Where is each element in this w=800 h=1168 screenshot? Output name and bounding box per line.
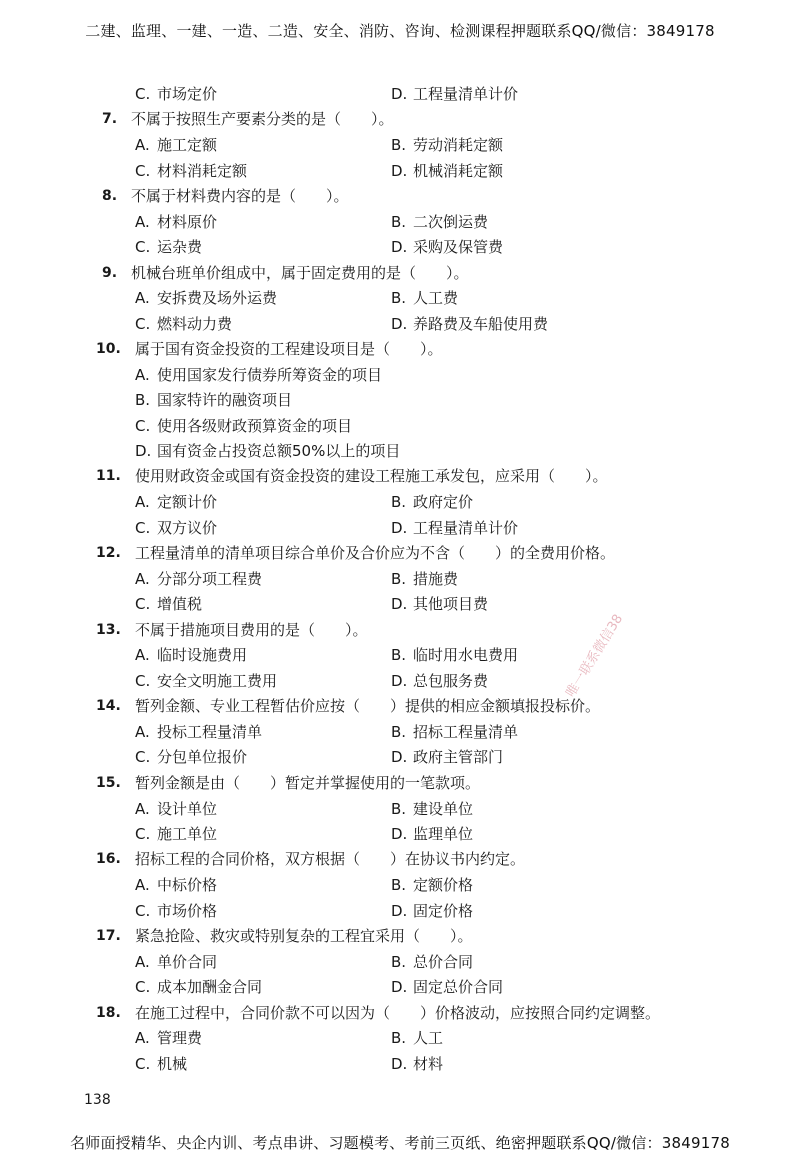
option-letter: C. [135, 1054, 151, 1073]
option-text: 施工定额 [157, 136, 218, 155]
option-text: 总价合同 [413, 952, 474, 971]
option-text: 固定总价合同 [413, 978, 504, 997]
option-letter: C. [135, 748, 151, 767]
question-stem [0, 464, 800, 490]
option-row [0, 363, 800, 388]
option-text: 施工单位 [157, 824, 218, 843]
question-stem [0, 847, 800, 873]
question-number: 12. [96, 545, 121, 562]
answer-option [391, 312, 548, 337]
question-stem [0, 694, 800, 720]
option-text: 工程量清单计价 [413, 518, 519, 537]
question-text: 使用财政资金或国有资金投资的建设工程施工承发包，应采用（ ）。 [135, 467, 608, 486]
option-row [0, 490, 800, 515]
answer-option [391, 210, 488, 235]
option-text: 总包服务费 [413, 671, 489, 690]
option-letter: B. [391, 799, 407, 818]
option-letter: C. [135, 238, 151, 257]
option-row [0, 975, 800, 1000]
option-text: 双方议价 [157, 518, 218, 537]
answer-option [135, 133, 217, 158]
option-text: 市场价格 [157, 901, 218, 920]
answer-option [391, 873, 473, 898]
answer-option [391, 797, 473, 822]
option-row [0, 439, 800, 464]
option-text: 采购及保管费 [413, 238, 504, 257]
question-number: 9. [102, 264, 118, 281]
option-letter: C. [135, 824, 151, 843]
option-text: 安拆费及场外运费 [157, 289, 278, 308]
answer-option [391, 567, 458, 592]
question-text: 紧急抢险、救灾或特别复杂的工程宜采用（ ）。 [135, 926, 473, 945]
option-text: 劳动消耗定额 [413, 136, 504, 155]
question-number: 14. [96, 698, 121, 715]
question-list [0, 82, 800, 1077]
question-text: 招标工程的合同价格，双方根据（ ）在协议书内约定。 [135, 850, 526, 869]
question-text: 机械台班单价组成中，属于固定费用的是（ ）。 [131, 263, 469, 282]
question-text: 暂列金额、专业工程暂估价应按（ ）提供的相应金额填报投标价。 [135, 697, 601, 716]
question-stem [0, 541, 800, 567]
option-row [0, 82, 800, 107]
option-letter: D. [391, 671, 408, 690]
option-row [0, 159, 800, 184]
answer-option [135, 235, 202, 260]
option-letter: A. [135, 289, 150, 308]
footer-banner: 名师面授精华、央企内训、考点串讲、习题模考、考前三页纸、绝密押题联系QQ/微信：3849178 [70, 1134, 730, 1152]
question-text: 不属于按照生产要素分类的是（ ）。 [131, 110, 394, 129]
option-text: 安全文明施工费用 [157, 671, 278, 690]
option-text: 工程量清单计价 [413, 85, 519, 103]
option-text: 成本加酬金合同 [157, 978, 263, 997]
option-letter: C. [135, 314, 151, 333]
answer-option [135, 669, 277, 694]
option-row [0, 1026, 800, 1051]
option-row [0, 950, 800, 975]
option-text: 投标工程量清单 [157, 723, 263, 742]
option-row [0, 720, 800, 745]
option-letter: D. [391, 824, 408, 843]
answer-option [391, 592, 488, 617]
question-text: 暂列金额是由（ ）暂定并掌握使用的一笔款项。 [135, 773, 481, 792]
answer-option [135, 363, 382, 388]
option-letter: B. [391, 723, 407, 742]
question-stem [0, 184, 800, 210]
option-text: 固定价格 [413, 901, 474, 920]
answer-option [135, 720, 262, 745]
answer-option [391, 643, 518, 668]
option-text: 监理单位 [413, 824, 474, 843]
answer-option [135, 1026, 202, 1051]
option-letter: A. [135, 569, 150, 588]
option-row [0, 899, 800, 924]
question-number: 7. [102, 111, 118, 128]
option-text: 招标工程量清单 [413, 723, 519, 742]
question-number: 13. [96, 621, 121, 638]
option-text: 养路费及车船使用费 [413, 314, 549, 333]
answer-option [135, 312, 232, 337]
option-row [0, 567, 800, 592]
option-text: 国有资金占投资总额50%以上的项目 [157, 442, 401, 461]
answer-option [391, 286, 458, 311]
question-stem [0, 337, 800, 363]
answer-option [135, 210, 217, 235]
option-text: 材料消耗定额 [157, 161, 248, 180]
answer-option [135, 414, 352, 439]
option-letter: A. [135, 799, 150, 818]
question-stem [0, 924, 800, 950]
option-letter: A. [135, 646, 150, 665]
option-text: 政府定价 [413, 493, 474, 512]
option-text: 分包单位报价 [157, 748, 248, 767]
option-text: 燃料动力费 [157, 314, 233, 333]
option-text: 分部分项工程费 [157, 569, 263, 588]
option-row [0, 669, 800, 694]
question-stem [0, 261, 800, 287]
answer-option [135, 950, 217, 975]
question-number: 18. [96, 1004, 121, 1021]
question-stem [0, 771, 800, 797]
answer-option [135, 822, 217, 847]
answer-option [135, 873, 217, 898]
option-text: 政府主管部门 [413, 748, 504, 767]
answer-option [391, 516, 518, 541]
answer-option [135, 643, 247, 668]
option-letter: C. [135, 978, 151, 997]
option-text: 二次倒运费 [413, 212, 489, 231]
option-text: 运杂费 [157, 238, 203, 257]
answer-option [135, 592, 202, 617]
option-row [0, 286, 800, 311]
option-text: 定额计价 [157, 493, 218, 512]
question-number: 15. [96, 774, 121, 791]
option-row [0, 235, 800, 260]
option-row [0, 1052, 800, 1077]
option-letter: A. [135, 136, 150, 155]
answer-option [135, 286, 277, 311]
option-letter: B. [391, 212, 407, 231]
question-text: 工程量清单的清单项目综合单价及合价应为不含（ ）的全费用价格。 [135, 544, 616, 563]
option-text: 使用各级财政预算资金的项目 [157, 416, 353, 435]
option-letter: A. [135, 876, 150, 895]
answer-option [135, 975, 262, 1000]
option-text: 措施费 [413, 569, 459, 588]
answer-option [135, 388, 292, 413]
option-letter: A. [135, 212, 150, 231]
option-letter: D. [135, 442, 152, 461]
option-letter: B. [391, 646, 407, 665]
question-number: 17. [96, 927, 121, 944]
answer-option [135, 439, 400, 464]
answer-option [391, 950, 473, 975]
option-letter: A. [135, 493, 150, 512]
header-banner: 二建、监理、一建、一造、二造、安全、消防、咨询、检测课程押题联系QQ/微信：3849178 [85, 22, 715, 40]
option-letter: B. [391, 569, 407, 588]
question-text: 属于国有资金投资的工程建设项目是（ ）。 [135, 340, 443, 359]
question-number: 16. [96, 851, 121, 868]
option-letter: B. [391, 136, 407, 155]
option-letter: D. [391, 238, 408, 257]
option-letter: A. [135, 365, 150, 384]
option-letter: D. [391, 595, 408, 614]
option-row [0, 133, 800, 158]
option-row [0, 797, 800, 822]
answer-option [135, 159, 247, 184]
option-text: 增值税 [157, 595, 203, 614]
option-letter: B. [391, 493, 407, 512]
answer-option [135, 516, 217, 541]
option-text: 机械消耗定额 [413, 161, 504, 180]
answer-option [391, 822, 473, 847]
option-letter: D. [391, 978, 408, 997]
option-text: 人工费 [413, 289, 459, 308]
option-row [0, 414, 800, 439]
option-letter: A. [135, 1029, 150, 1048]
option-row [0, 312, 800, 337]
answer-option [391, 490, 473, 515]
answer-option [391, 975, 503, 1000]
question-stem [0, 1001, 800, 1027]
option-row [0, 822, 800, 847]
option-letter: B. [391, 289, 407, 308]
option-letter: D. [391, 748, 408, 767]
question-number: 10. [96, 341, 121, 358]
question-number: 11. [96, 468, 121, 485]
option-row [0, 210, 800, 235]
option-letter: B. [135, 391, 151, 410]
question-text: 不属于措施项目费用的是（ ）。 [135, 620, 368, 639]
option-text: 机械 [157, 1054, 188, 1073]
option-text: 中标价格 [157, 876, 218, 895]
answer-option [391, 669, 488, 694]
answer-option [135, 797, 217, 822]
option-letter: D. [391, 314, 408, 333]
option-row [0, 592, 800, 617]
option-letter: C. [135, 671, 151, 690]
answer-option [135, 490, 217, 515]
answer-option [135, 82, 217, 107]
option-text: 设计单位 [157, 799, 218, 818]
option-letter: C. [135, 416, 151, 435]
option-row [0, 643, 800, 668]
answer-option [391, 1026, 443, 1051]
page-number: 138 [84, 1092, 111, 1108]
option-text: 国家特许的融资项目 [157, 391, 293, 410]
question-number: 8. [102, 187, 118, 204]
option-text: 人工 [413, 1029, 444, 1048]
answer-option [391, 899, 473, 924]
answer-option [391, 82, 518, 107]
answer-option [135, 899, 217, 924]
option-letter: B. [391, 1029, 407, 1048]
option-text: 单价合同 [157, 952, 218, 971]
option-letter: D. [391, 901, 408, 920]
option-letter: C. [135, 85, 151, 103]
option-row [0, 388, 800, 413]
option-row [0, 745, 800, 770]
option-text: 使用国家发行债券所筹资金的项目 [157, 365, 383, 384]
answer-option [135, 745, 247, 770]
option-text: 临时设施费用 [157, 646, 248, 665]
answer-option [391, 235, 503, 260]
answer-option [391, 745, 503, 770]
question-text: 在施工过程中，合同价款不可以因为（ ）价格波动，应按照合同约定调整。 [135, 1003, 661, 1022]
answer-option [391, 159, 503, 184]
option-letter: C. [135, 518, 151, 537]
option-letter: B. [391, 876, 407, 895]
option-letter: A. [135, 723, 150, 742]
option-letter: B. [391, 952, 407, 971]
question-text: 不属于材料费内容的是（ ）。 [131, 186, 349, 205]
option-letter: D. [391, 1054, 408, 1073]
question-stem [0, 618, 800, 644]
option-letter: D. [391, 518, 408, 537]
option-text: 市场定价 [157, 85, 218, 103]
option-text: 定额价格 [413, 876, 474, 895]
option-text: 临时用水电费用 [413, 646, 519, 665]
option-row [0, 516, 800, 541]
option-letter: C. [135, 161, 151, 180]
option-text: 材料原价 [157, 212, 218, 231]
option-letter: C. [135, 901, 151, 920]
answer-option [391, 720, 518, 745]
option-text: 建设单位 [413, 799, 474, 818]
option-letter: C. [135, 595, 151, 614]
option-letter: D. [391, 85, 408, 103]
option-text: 管理费 [157, 1029, 203, 1048]
option-letter: A. [135, 952, 150, 971]
question-stem [0, 107, 800, 133]
option-letter: D. [391, 161, 408, 180]
answer-option [135, 1052, 187, 1077]
option-row [0, 873, 800, 898]
answer-option [391, 133, 503, 158]
option-text: 其他项目费 [413, 595, 489, 614]
answer-option [135, 567, 262, 592]
option-text: 材料 [413, 1054, 444, 1073]
watermark: 唯一联系微信38 [563, 611, 627, 701]
answer-option [391, 1052, 443, 1077]
